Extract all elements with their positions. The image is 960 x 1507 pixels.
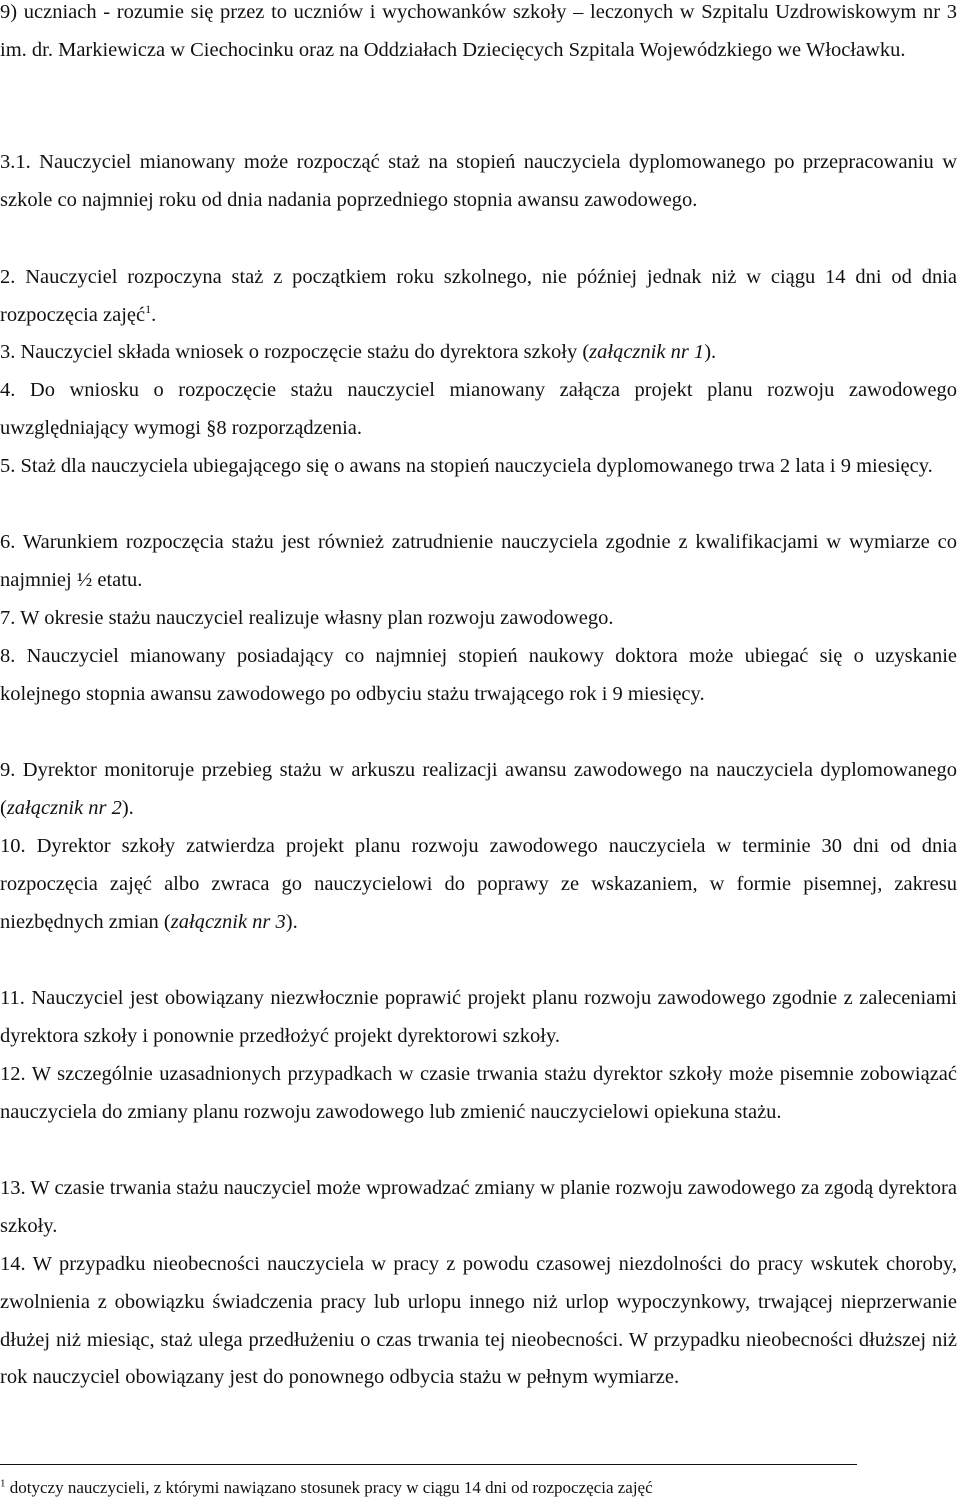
- footnote-text: dotyczy nauczycieli, z którymi nawiązano stosunek pracy w ciągu 14 dni od rozpoczęcia zajęć: [9, 1478, 653, 1497]
- footnote: [0, 1476, 960, 1500]
- item-number: 9): [0, 1, 18, 23]
- item-number: 3.: [0, 341, 16, 363]
- list-item: [0, 638, 957, 714]
- item-text: Dyrektor monitoruje przebieg stażu w arkuszu realizacji awansu zawodowego na nauczyciela dyplomowanego (: [0, 759, 958, 819]
- item-number: 5.: [0, 455, 16, 477]
- list-item: [0, 1056, 957, 1132]
- list-item: [0, 1170, 957, 1246]
- item-text: W przypadku nieobecności nauczyciela w pracy z powodu czasowej niezdolności do pracy wskutek choroby, zwolnienia z obowiązku świadczenia pracy lub urlopu innego niż urlop wypoczynkowy, trwającej nieprzerwanie dłużej niż miesiąc, staż ulega przedłużeniu o czas trwania tej nieobecności. W przypadku nieobecności dłuższej niż rok nauczyciel obowiązany jest do ponownego odbycia stażu w pełnym wymiarze.: [0, 1253, 957, 1389]
- attachment-ref: załącznik nr 1: [589, 341, 705, 363]
- list-item: 9. Dyrektor monitoruje przebieg stażu w arkuszu realizacji awansu zawodowego na nauczyciela dyplomowanego (załącznik nr 2).: [0, 759, 958, 819]
- footnote-ref: 1: [145, 301, 152, 316]
- item-text: Staż dla nauczyciela ubiegającego się o awans na stopień nauczyciela dyplomowanego trwa 2 lata i 9 miesięcy.: [20, 455, 933, 477]
- item-text: Nauczyciel mianowany posiadający co najmniej stopień naukowy doktora może ubiegać się o uzyskanie kolejnego stopnia awansu zawodowego po odbyciu stażu trwającego rok i 9 miesięcy.: [0, 645, 958, 705]
- item-number: 8.: [0, 645, 16, 667]
- list-item: 3. Nauczyciel składa wniosek o rozpoczęcie stażu do dyrektora szkoły (załącznik nr 1).: [0, 341, 717, 363]
- item-number: 12.: [0, 1063, 26, 1085]
- attachment-ref: załącznik nr 2: [6, 796, 122, 819]
- item-number: 4.: [0, 379, 16, 401]
- item-text: uczniach - rozumie się przez to uczniów i wychowanków szkoły – leczonych w Szpitalu Uzdrowiskowym nr 3 im. dr. Markiewicza w Ciechocinku oraz na Oddziałach Dziecięcych Szpitala Wojewódzkiego we Włocławku.: [0, 1, 957, 61]
- item-text: Warunkiem rozpoczęcia stażu jest również zatrudnienie nauczyciela zgodnie z kwalifikacjami w wymiarze co najmniej ½ etatu.: [0, 531, 957, 591]
- footnote-mark: 1: [0, 1477, 6, 1490]
- item-text: Dyrektor szkoły zatwierdza projekt planu rozwoju zawodowego nauczyciela w terminie 30 dni od dnia rozpoczęcia zajęć albo zwraca go nauczycielowi do poprawy ze wskazaniem, w formie pisemnej, zakresu niezbędnych zmian (: [0, 835, 958, 933]
- list-item: [0, 980, 957, 1056]
- list-item: [0, 372, 957, 448]
- item-number: 11.: [0, 987, 25, 1009]
- list-item: [0, 600, 957, 638]
- item-text: Nauczyciel mianowany może rozpocząć staż na stopień nauczyciela dyplomowanego po przepracowaniu w szkole co najmniej roku od dnia nadania poprzedniego stopnia awansu zawodowego.: [0, 151, 957, 211]
- item-text: W szczególnie uzasadnionych przypadkach w czasie trwania stażu dyrektor szkoły może pisemnie zobowiązać nauczyciela do zmiany planu rozwoju zawodowego lub zmienić nauczycielowi opiekuna stażu.: [0, 1063, 957, 1123]
- item-text: Nauczyciel składa wniosek o rozpoczęcie stażu do dyrektora szkoły (: [20, 341, 590, 363]
- item-number: 2.: [0, 266, 16, 288]
- list-item: [0, 448, 957, 486]
- item-number: 13.: [0, 1177, 26, 1199]
- footnote-separator: [0, 1464, 857, 1465]
- list-item: 10. Dyrektor szkoły zatwierdza projekt planu rozwoju zawodowego nauczyciela w terminie 30 dni od dnia rozpoczęcia zajęć albo zwraca go nauczycielowi do poprawy ze wskazaniem, w formie pisemnej, zakresu niezbędnych zmian (załącznik nr 3).: [0, 835, 958, 933]
- item-number: 9.: [0, 759, 16, 781]
- item-number: 6.: [0, 531, 16, 553]
- list-item: 2. Nauczyciel rozpoczyna staż z początkiem roku szkolnego, nie później jednak niż w ciągu 14 dni od dnia rozpoczęcia zajęć$^1$.: [0, 266, 958, 326]
- item-text: Nauczyciel rozpoczyna staż z początkiem roku szkolnego, nie później jednak niż w ciągu 14 dni od dnia rozpoczęcia zajęć: [0, 266, 958, 326]
- list-item: [0, 1246, 957, 1397]
- item-number: 10.: [0, 835, 26, 857]
- item-number: 14.: [0, 1253, 26, 1275]
- list-item: [0, 0, 957, 70]
- attachment-ref: załącznik nr 3: [170, 910, 286, 933]
- item-text: Nauczyciel jest obowiązany niezwłocznie poprawić projekt planu rozwoju zawodowego zgodnie z zaleceniami dyrektora szkoły i ponownie przedłożyć projekt dyrektorowi szkoły.: [0, 987, 957, 1047]
- item-text: W okresie stażu nauczyciel realizuje własny plan rozwoju zawodowego.: [20, 607, 614, 629]
- item-number: 7.: [0, 607, 16, 629]
- list-item: [0, 144, 957, 220]
- item-text: W czasie trwania stażu nauczyciel może wprowadzać zmiany w planie rozwoju zawodowego za zgodą dyrektora szkoły.: [0, 1177, 957, 1237]
- item-number: 3.1.: [0, 151, 31, 173]
- list-item: [0, 524, 957, 600]
- item-text: Do wniosku o rozpoczęcie stażu nauczyciel mianowany załącza projekt planu rozwoju zawodowego uwzględniający wymogi §8 rozporządzenia.: [0, 379, 957, 439]
